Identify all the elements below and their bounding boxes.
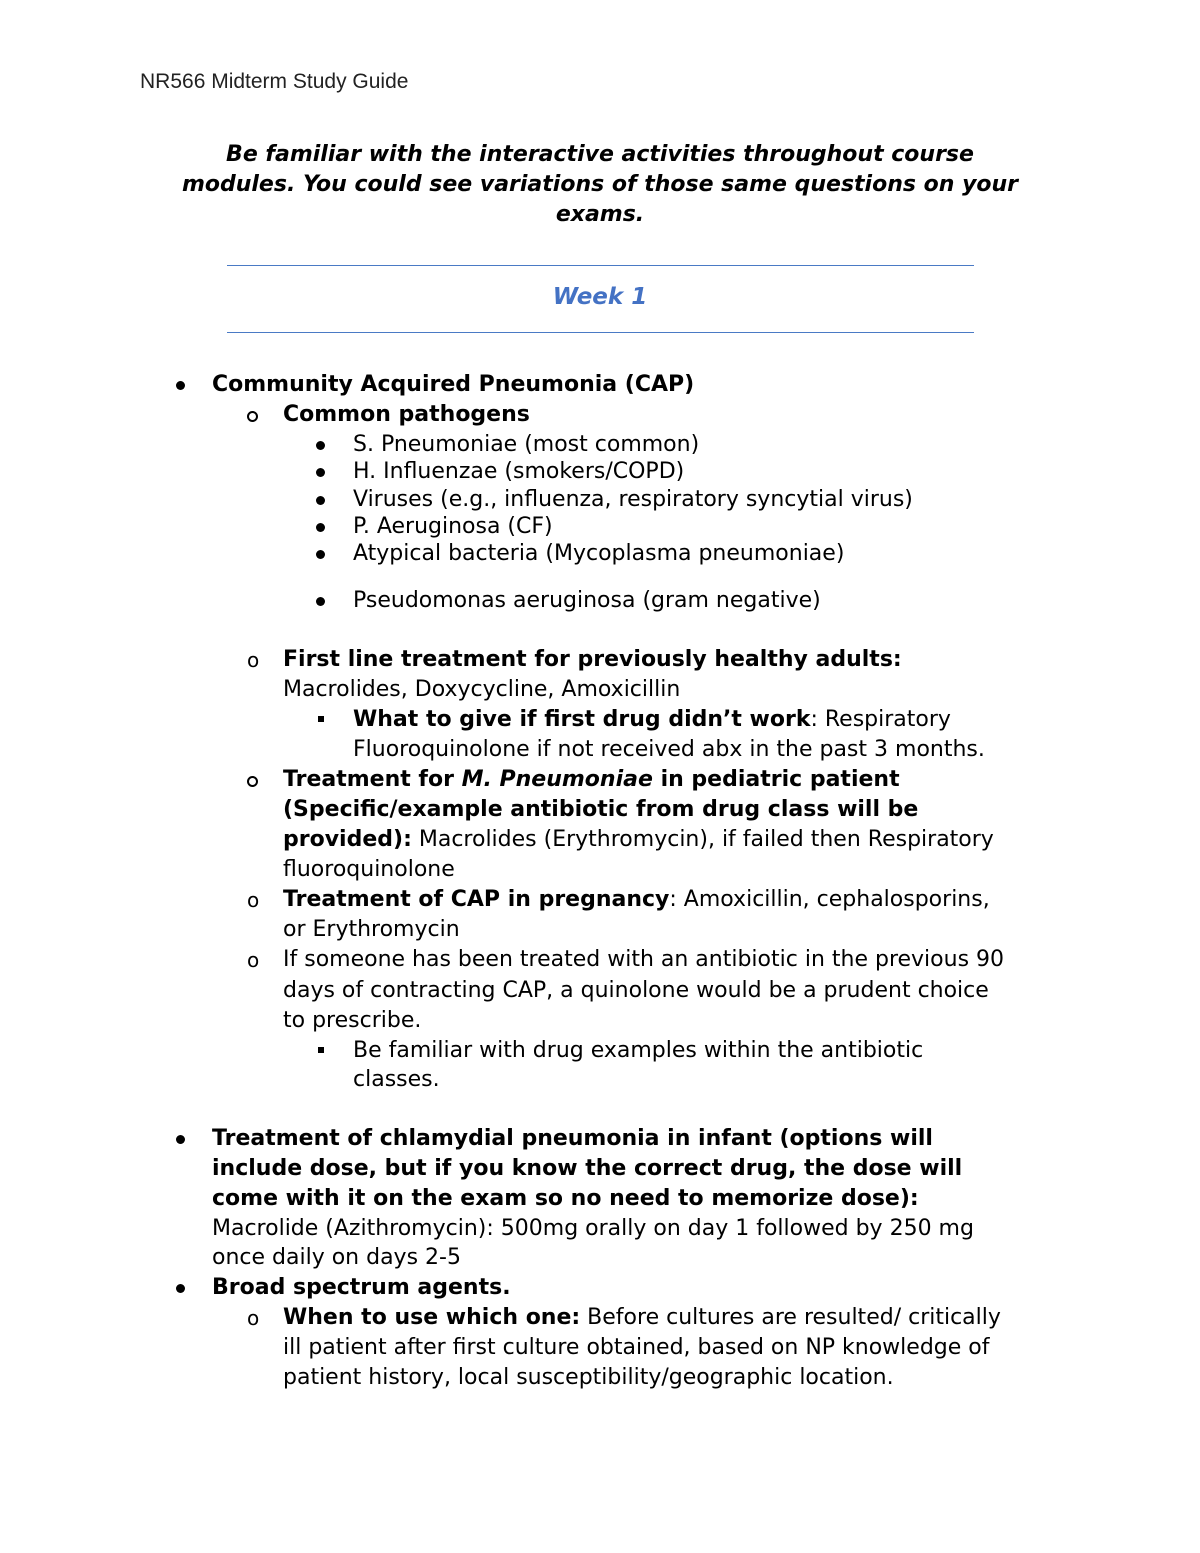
broad-when-text: patient history, local susceptibility/geographic location. <box>283 1365 894 1390</box>
prior-abx-text: If someone has been treated with an antibiotic in the previous 90 <box>283 947 1005 972</box>
page-header: NR566 Midterm Study Guide <box>140 70 409 93</box>
chlamydia-text: Macrolide (Azithromycin): 500mg orally on day 1 followed by 250 mg <box>212 1216 974 1241</box>
pregnancy-text-cont: or Erythromycin <box>283 917 460 942</box>
bullet-icon <box>316 523 325 532</box>
pregnancy-item <box>283 885 990 915</box>
first-line-label: First line treatment for previously healthy adults: <box>283 647 902 672</box>
list-item: Viruses (e.g., influenza, respiratory syncytial virus) <box>353 487 913 512</box>
bullet-icon <box>316 468 325 477</box>
prior-abx-text: days of contracting CAP, a quinolone would be a prudent choice <box>283 978 989 1003</box>
hollow-bullet-icon <box>247 411 258 422</box>
hollow-bullet-icon <box>247 776 258 787</box>
failed-drug-text: : Respiratory <box>810 707 951 732</box>
chlamydia-text: once daily on days 2-5 <box>212 1245 461 1270</box>
chlamydia-label: come with it on the exam so no need to memorize dose): <box>212 1186 919 1211</box>
intro-line: modules. You could see variations of those same questions on your <box>181 172 1019 197</box>
list-item: P. Aeruginosa (CF) <box>353 514 553 539</box>
bullet-icon <box>316 496 325 505</box>
list-item: Atypical bacteria (Mycoplasma pneumoniae) <box>353 541 845 566</box>
peds-text-cont: fluoroquinolone <box>283 857 455 882</box>
top-divider <box>227 265 974 266</box>
peds-label-cont: (Specific/example antibiotic from drug class will be <box>283 797 919 822</box>
broad-when-label: When to use which one: <box>283 1305 581 1330</box>
broad-heading: Broad spectrum agents. <box>212 1275 511 1300</box>
circle-bullet-icon: o <box>247 888 260 912</box>
chlamydia-label: Treatment of chlamydial pneumonia in infant (options will <box>212 1126 933 1151</box>
first-line-text: Macrolides, Doxycycline, Amoxicillin <box>283 677 681 702</box>
list-item: H. Influenzae (smokers/COPD) <box>353 459 685 484</box>
peds-text: Macrolides (Erythromycin), if failed then Respiratory <box>411 827 994 852</box>
circle-bullet-icon: o <box>247 1306 260 1330</box>
bullet-icon <box>316 550 325 559</box>
familiar-text: Be familiar with drug examples within the antibiotic <box>353 1038 924 1063</box>
circle-bullet-icon: o <box>247 648 260 672</box>
bullet-icon <box>176 1284 185 1293</box>
peds-organism: M. Pneumoniae <box>461 767 653 792</box>
peds-label-part: Treatment for <box>283 767 462 792</box>
failed-drug-item <box>353 705 951 735</box>
bullet-icon <box>316 441 325 450</box>
peds-label <box>283 765 900 795</box>
broad-when-text: Before cultures are resulted/ critically <box>580 1305 1001 1330</box>
cap-heading: Community Acquired Pneumonia (CAP) <box>212 372 695 397</box>
intro-line: Be familiar with the interactive activities throughout course <box>226 142 974 167</box>
peds-treatment <box>283 825 994 855</box>
chlamydia-label: include dose, but if you know the correct drug, the dose will <box>212 1156 963 1181</box>
list-item: Pseudomonas aeruginosa (gram negative) <box>353 588 821 613</box>
list-item: S. Pneumoniae (most common) <box>353 432 700 457</box>
pregnancy-text: : Amoxicillin, cephalosporins, <box>669 887 990 912</box>
bullet-icon <box>176 1135 185 1144</box>
circle-bullet-icon: o <box>247 948 260 972</box>
peds-label-end: provided): <box>283 827 412 852</box>
bottom-divider <box>227 332 974 333</box>
familiar-text: classes. <box>353 1067 440 1092</box>
section-title: Week 1 <box>552 284 648 310</box>
bullet-icon <box>316 597 325 606</box>
broad-when-item <box>283 1303 1001 1333</box>
pathogens-heading: Common pathogens <box>283 402 530 427</box>
intro-note <box>120 140 1080 230</box>
peds-label-part: in pediatric patient <box>652 767 900 792</box>
broad-when-text: ill patient after first culture obtained, based on NP knowledge of <box>283 1335 990 1360</box>
failed-drug-label: What to give if first drug didn’t work <box>353 707 811 732</box>
prior-abx-text: to prescribe. <box>283 1008 422 1033</box>
square-bullet-icon <box>318 716 324 722</box>
intro-line: exams. <box>555 202 645 227</box>
pregnancy-label: Treatment of CAP in pregnancy <box>283 887 670 912</box>
failed-drug-text-cont: Fluoroquinolone if not received abx in the past 3 months. <box>353 737 985 762</box>
square-bullet-icon <box>318 1047 324 1053</box>
bullet-icon <box>176 381 185 390</box>
